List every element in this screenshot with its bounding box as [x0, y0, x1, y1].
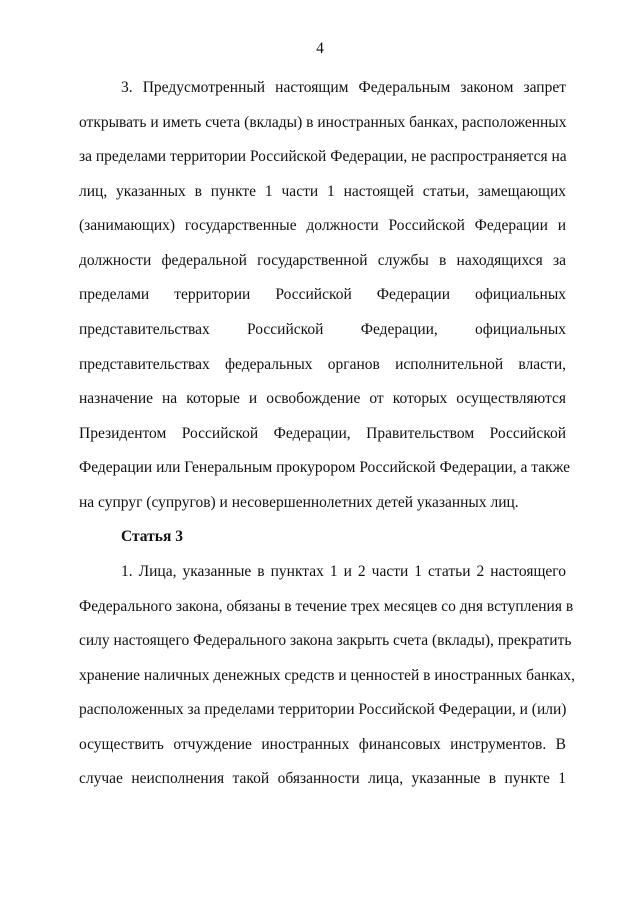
text-line: 1. Лица, указанные в пунктах 1 и 2 части 1 статьи 2 настоящего [121, 563, 566, 580]
text-line: открывать и иметь счета (вклады) в иностранных банках, расположенных [79, 114, 567, 131]
text-line: хранение наличных денежных средств и ценностей в иностранных банках, [79, 667, 576, 684]
text-line: представительствах федеральных органов исполнительной власти, [79, 356, 566, 373]
text-line: за пределами территории Российской Федерации, не распространяется на [79, 148, 567, 165]
text-line: назначение на которые и освобождение от которых осуществляются [79, 390, 566, 407]
text-line: случае неисполнения такой обязанности лица, указанные в пункте 1 [79, 770, 566, 787]
text-line: 3. Предусмотренный настоящим Федеральным законом запрет [121, 79, 566, 96]
text-line: расположенных за пределами территории Российской Федерации, и (или) [79, 701, 567, 718]
text-line: представительствах Российской Федерации, официальных [79, 321, 566, 338]
text-line: осуществить отчуждение иностранных финансовых инструментов. В [79, 736, 566, 753]
text-line: Федерального закона, обязаны в течение трех месяцев со дня вступления в [79, 598, 574, 615]
text-line: Президентом Российской Федерации, Правительством Российской [79, 425, 566, 442]
text-line: на супруг (супругов) и несовершеннолетних детей указанных лиц. [79, 494, 519, 511]
page-number: 4 [316, 40, 324, 57]
article-heading: Статья 3 [121, 528, 183, 545]
text-line: Федерации или Генеральным прокурором Российской Федерации, а также [79, 459, 571, 476]
text-line: пределами территории Российской Федерации официальных [79, 286, 566, 303]
text-line: (занимающих) государственные должности Российской Федерации и [79, 217, 566, 234]
text-line: должности федеральной государственной службы в находящихся за [79, 252, 566, 269]
text-line: лиц, указанных в пункте 1 части 1 настоящей статьи, замещающих [79, 183, 566, 200]
text-line: силу настоящего Федерального закона закрыть счета (вклады), прекратить [79, 632, 572, 649]
